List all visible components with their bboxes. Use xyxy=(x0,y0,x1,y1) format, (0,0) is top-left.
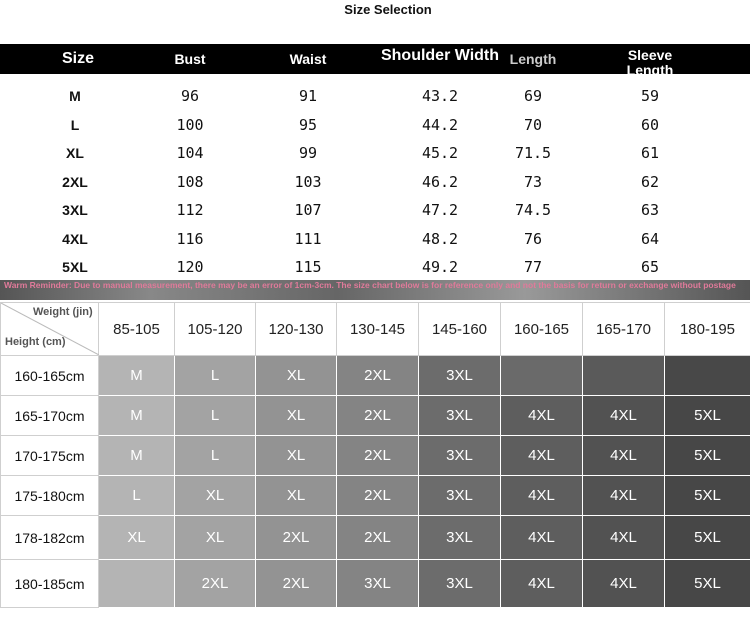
size-cell-waist: 103 xyxy=(294,172,322,191)
size-recommendation-cell: L xyxy=(175,436,256,476)
size-cell-shoulder: 46.2 xyxy=(421,172,459,191)
size-cell-size: 5XL xyxy=(62,259,88,275)
size-recommendation-cell: 3XL xyxy=(419,476,501,516)
size-recommendation-cell: 3XL xyxy=(419,396,501,436)
size-cell-size: 2XL xyxy=(62,173,88,190)
size-cell-length: 71.5 xyxy=(514,144,552,162)
size-recommendation-cell: 3XL xyxy=(419,356,501,396)
size-recommendation-cell: M xyxy=(99,436,175,476)
size-cell-bust: 108 xyxy=(176,172,204,191)
size-recommendation-cell: XL xyxy=(175,516,256,560)
size-cell-bust: 112 xyxy=(176,201,204,219)
height-range-label: 178-182cm xyxy=(1,516,99,560)
size-cell-bust: 104 xyxy=(176,144,204,162)
header-bust: Bust xyxy=(174,51,206,67)
size-cell-sleeve: 62 xyxy=(640,172,660,191)
size-cell-sleeve: 59 xyxy=(640,87,660,105)
size-row xyxy=(0,253,750,281)
size-cell-waist: 115 xyxy=(294,258,322,276)
size-cell-bust: 100 xyxy=(176,115,204,134)
size-recommendation-cell: 5XL xyxy=(665,516,750,560)
size-recommendation-cell: 2XL xyxy=(337,396,419,436)
size-recommendation-cell: 5XL xyxy=(665,396,750,436)
weight-range-header: 180-195 xyxy=(665,303,750,356)
size-cell-size: 3XL xyxy=(62,202,88,218)
size-cell-sleeve: 65 xyxy=(640,258,660,276)
height-row xyxy=(1,356,750,396)
size-recommendation-cell: XL xyxy=(256,436,337,476)
size-cell-bust: 96 xyxy=(180,87,200,105)
size-recommendation-cell xyxy=(583,356,665,396)
size-recommendation-cell: L xyxy=(99,476,175,516)
size-cell-shoulder: 44.2 xyxy=(421,115,459,134)
size-cell-size: L xyxy=(70,116,80,133)
size-cell-shoulder: 43.2 xyxy=(421,87,459,105)
size-recommendation-cell: 3XL xyxy=(419,516,501,560)
size-recommendation-cell: 4XL xyxy=(501,516,583,560)
size-cell-sleeve: 64 xyxy=(640,229,660,248)
weight-range-header: 120-130 xyxy=(256,303,337,356)
height-row xyxy=(1,476,750,516)
header-sleeve-length: Sleeve Length xyxy=(626,47,674,78)
recommend-table xyxy=(0,302,750,608)
size-cell-shoulder: 48.2 xyxy=(421,229,459,248)
weight-range-header: 85-105 xyxy=(99,303,175,356)
size-row xyxy=(0,82,750,110)
size-recommendation-cell: 5XL xyxy=(665,436,750,476)
height-range-label: 170-175cm xyxy=(1,436,99,476)
size-recommendation-cell: XL xyxy=(256,476,337,516)
size-cell-length: 76 xyxy=(523,229,543,248)
warm-reminder: Warm Reminder: Due to manual measurement, there may be an error of 1cm-3cm. The size chart below is for reference only and not the basis for return or exchange without postage xyxy=(0,280,750,300)
size-cell-sleeve: 60 xyxy=(640,115,660,134)
height-range-label: 180-185cm xyxy=(1,560,99,608)
size-recommendation-cell: M xyxy=(99,396,175,436)
size-cell-shoulder: 45.2 xyxy=(421,144,459,162)
height-row xyxy=(1,560,750,608)
height-range-label: 165-170cm xyxy=(1,396,99,436)
weight-range-header: 160-165 xyxy=(501,303,583,356)
weight-range-header: 165-170 xyxy=(583,303,665,356)
size-cell-length: 77 xyxy=(523,258,543,276)
size-recommendation-cell: XL xyxy=(175,476,256,516)
size-cell-size: M xyxy=(69,88,81,104)
size-cell-length: 73 xyxy=(523,172,543,191)
size-cell-waist: 91 xyxy=(298,87,318,105)
size-recommendation-cell: 3XL xyxy=(419,560,501,608)
size-recommendation-cell: L xyxy=(175,356,256,396)
size-recommendation-cell xyxy=(665,356,750,396)
size-recommendation-cell: 2XL xyxy=(256,516,337,560)
weight-header-row xyxy=(1,303,750,356)
page-title: Size Selection xyxy=(344,2,432,17)
size-recommendation-cell: 4XL xyxy=(501,560,583,608)
size-cell-shoulder: 47.2 xyxy=(421,201,459,219)
size-cell-bust: 116 xyxy=(176,229,204,248)
size-recommendation-cell xyxy=(501,356,583,396)
size-recommendation-cell: 2XL xyxy=(337,356,419,396)
size-recommendation-cell: 4XL xyxy=(583,516,665,560)
header-waist: Waist xyxy=(289,51,327,67)
weight-axis-label: Weight (jin) xyxy=(33,306,93,318)
size-recommendation-cell: XL xyxy=(256,356,337,396)
size-cell-length: 74.5 xyxy=(514,201,552,219)
size-recommendation-cell: XL xyxy=(256,396,337,436)
size-recommendation-cell: 2XL xyxy=(256,560,337,608)
size-row xyxy=(0,168,750,196)
size-recommendation-cell: 4XL xyxy=(501,436,583,476)
size-recommendation-cell: 4XL xyxy=(583,476,665,516)
size-recommendation-cell: L xyxy=(175,396,256,436)
height-row xyxy=(1,436,750,476)
size-cell-size: XL xyxy=(66,145,84,161)
size-cell-size: 4XL xyxy=(62,230,88,247)
height-row xyxy=(1,396,750,436)
header-size: Size xyxy=(61,50,94,67)
size-row xyxy=(0,225,750,253)
size-recommendation-cell: 5XL xyxy=(665,476,750,516)
weight-range-header: 145-160 xyxy=(419,303,501,356)
size-recommendation-cell: 2XL xyxy=(175,560,256,608)
size-row xyxy=(0,139,750,167)
size-cell-waist: 99 xyxy=(298,144,318,162)
size-row xyxy=(0,111,750,139)
weight-range-header: 130-145 xyxy=(337,303,419,356)
size-cell-length: 70 xyxy=(523,115,543,134)
height-axis-label: Height (cm) xyxy=(5,336,66,348)
size-recommendation-cell: 4XL xyxy=(583,396,665,436)
size-recommendation-cell: 3XL xyxy=(337,560,419,608)
header-shoulder-width: Shoulder Width xyxy=(380,47,500,64)
size-cell-bust: 120 xyxy=(176,258,204,276)
size-recommendation-cell: 4XL xyxy=(501,476,583,516)
height-range-label: 160-165cm xyxy=(1,356,99,396)
size-cell-shoulder: 49.2 xyxy=(421,258,459,276)
size-recommendation-cell: XL xyxy=(99,516,175,560)
header-length: Length xyxy=(509,51,557,67)
size-cell-sleeve: 63 xyxy=(640,201,660,219)
size-cell-sleeve: 61 xyxy=(640,144,660,162)
size-cell-waist: 107 xyxy=(294,201,322,219)
size-cell-length: 69 xyxy=(523,87,543,105)
size-recommendation-cell: M xyxy=(99,356,175,396)
size-recommendation-cell: 2XL xyxy=(337,516,419,560)
size-recommendation-cell: 5XL xyxy=(665,560,750,608)
size-recommendation-cell: 2XL xyxy=(337,476,419,516)
height-range-label: 175-180cm xyxy=(1,476,99,516)
size-recommendation-cell xyxy=(99,560,175,608)
size-row xyxy=(0,196,750,224)
size-recommendation-cell: 4XL xyxy=(583,560,665,608)
size-recommendation-cell: 3XL xyxy=(419,436,501,476)
size-recommendation-cell: 4XL xyxy=(501,396,583,436)
size-recommendation-cell: 4XL xyxy=(583,436,665,476)
size-cell-waist: 111 xyxy=(294,229,322,248)
corner-cell xyxy=(1,303,99,356)
size-recommendation-cell: 2XL xyxy=(337,436,419,476)
weight-range-header: 105-120 xyxy=(175,303,256,356)
size-cell-waist: 95 xyxy=(298,115,318,134)
height-row xyxy=(1,516,750,560)
